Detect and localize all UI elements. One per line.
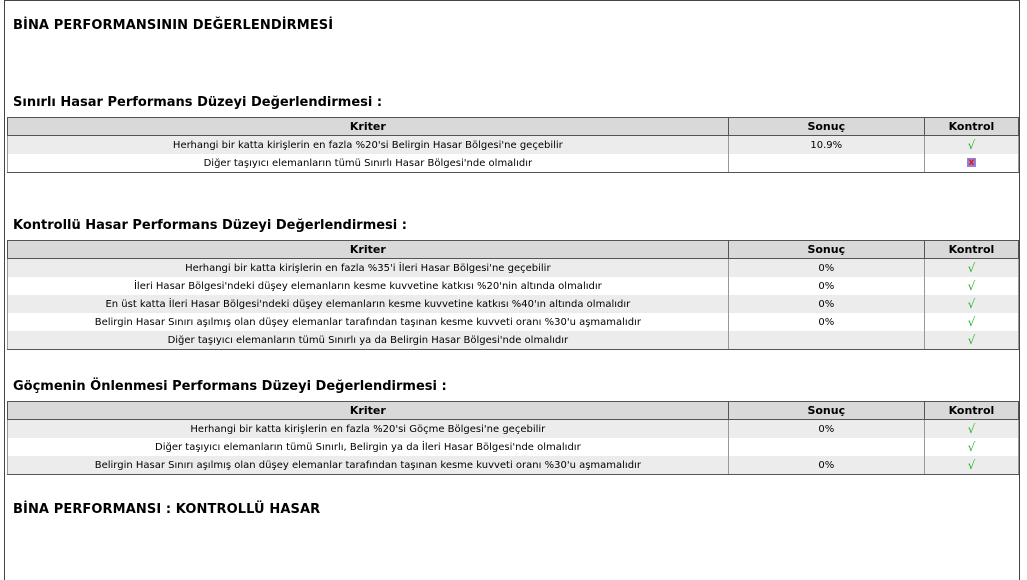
criterion-cell: Diğer taşıyıcı elemanların tümü Sınırlı Hasar Bölgesi'nde olmalıdır — [8, 154, 729, 173]
result-cell — [728, 331, 924, 350]
check-icon: √ — [967, 440, 976, 454]
column-header-control: Kontrol — [924, 402, 1018, 420]
check-icon: √ — [967, 138, 976, 152]
section-title-controlled-damage: Kontrollü Hasar Performans Düzeyi Değerlendirmesi : — [13, 218, 407, 233]
check-icon: √ — [967, 458, 976, 472]
criterion-cell: Diğer taşıyıcı elemanların tümü Sınırlı ya da Belirgin Hasar Bölgesi'nde olmalıdır — [8, 331, 729, 350]
criterion-cell: Herhangi bir katta kirişlerin en fazla %20'si Göçme Bölgesi'ne geçebilir — [8, 420, 729, 439]
result-cell: 0% — [728, 313, 924, 331]
table-row — [8, 295, 1019, 313]
check-icon: √ — [967, 261, 976, 275]
column-header-result: Sonuç — [728, 402, 924, 420]
column-header-control: Kontrol — [924, 118, 1018, 136]
criterion-cell: Belirgin Hasar Sınırı aşılmış olan düşey elemanlar tarafından taşınan kesme kuvveti oranı %30'u aşmamalıdır — [8, 313, 729, 331]
criteria-table-collapse-prevention — [7, 401, 1019, 475]
result-cell — [728, 154, 924, 173]
check-icon: √ — [967, 333, 976, 347]
criterion-cell: Herhangi bir katta kirişlerin en fazla %20'si Belirgin Hasar Bölgesi'ne geçebilir — [8, 136, 729, 155]
result-cell: 0% — [728, 295, 924, 313]
column-header-criterion: Kriter — [8, 402, 729, 420]
result-cell: 0% — [728, 259, 924, 278]
column-header-result: Sonuç — [728, 241, 924, 259]
result-cell: 0% — [728, 277, 924, 295]
criteria-table-limited-damage — [7, 117, 1019, 173]
criterion-cell: Herhangi bir katta kirişlerin en fazla %35'i İleri Hasar Bölgesi'ne geçebilir — [8, 259, 729, 278]
column-header-criterion: Kriter — [8, 118, 729, 136]
column-header-result: Sonuç — [728, 118, 924, 136]
result-cell: 10.9% — [728, 136, 924, 155]
page-title: BİNA PERFORMANSININ DEĞERLENDİRMESİ — [13, 18, 334, 33]
criterion-cell: İleri Hasar Bölgesi'ndeki düşey elemanların kesme kuvvetine katkısı %20'nin altında olmalıdır — [8, 277, 729, 295]
table-row — [8, 154, 1019, 173]
result-cell: 0% — [728, 456, 924, 475]
check-icon: √ — [967, 279, 976, 293]
check-icon: √ — [967, 422, 976, 436]
building-performance-result: BİNA PERFORMANSI : KONTROLLÜ HASAR — [13, 502, 321, 517]
section-title-collapse-prevention: Göçmenin Önlenmesi Performans Düzeyi Değerlendirmesi : — [13, 379, 447, 394]
result-cell — [728, 438, 924, 456]
table-row — [8, 136, 1019, 155]
section-title-limited-damage: Sınırlı Hasar Performans Düzeyi Değerlendirmesi : — [13, 95, 383, 110]
criterion-cell: En üst katta İleri Hasar Bölgesi'ndeki düşey elemanların kesme kuvvetine katkısı %40'ın altında olmalıdır — [8, 295, 729, 313]
criteria-table-controlled-damage — [7, 240, 1019, 350]
criterion-cell: Belirgin Hasar Sınırı aşılmış olan düşey elemanlar tarafından taşınan kesme kuvveti oranı %30'u aşmamalıdır — [8, 456, 729, 475]
criterion-cell: Diğer taşıyıcı elemanların tümü Sınırlı, Belirgin ya da İleri Hasar Bölgesi'nde olmalıdır — [8, 438, 729, 456]
table-row — [8, 438, 1019, 456]
result-cell: 0% — [728, 420, 924, 439]
column-header-criterion: Kriter — [8, 241, 729, 259]
table-row — [8, 277, 1019, 295]
table-row — [8, 331, 1019, 350]
table-row — [8, 420, 1019, 439]
column-header-control: Kontrol — [924, 241, 1018, 259]
table-row — [8, 313, 1019, 331]
check-icon: √ — [967, 315, 976, 329]
check-icon: √ — [967, 297, 976, 311]
cross-icon: x — [968, 157, 975, 168]
table-row — [8, 259, 1019, 278]
table-row — [8, 456, 1019, 475]
